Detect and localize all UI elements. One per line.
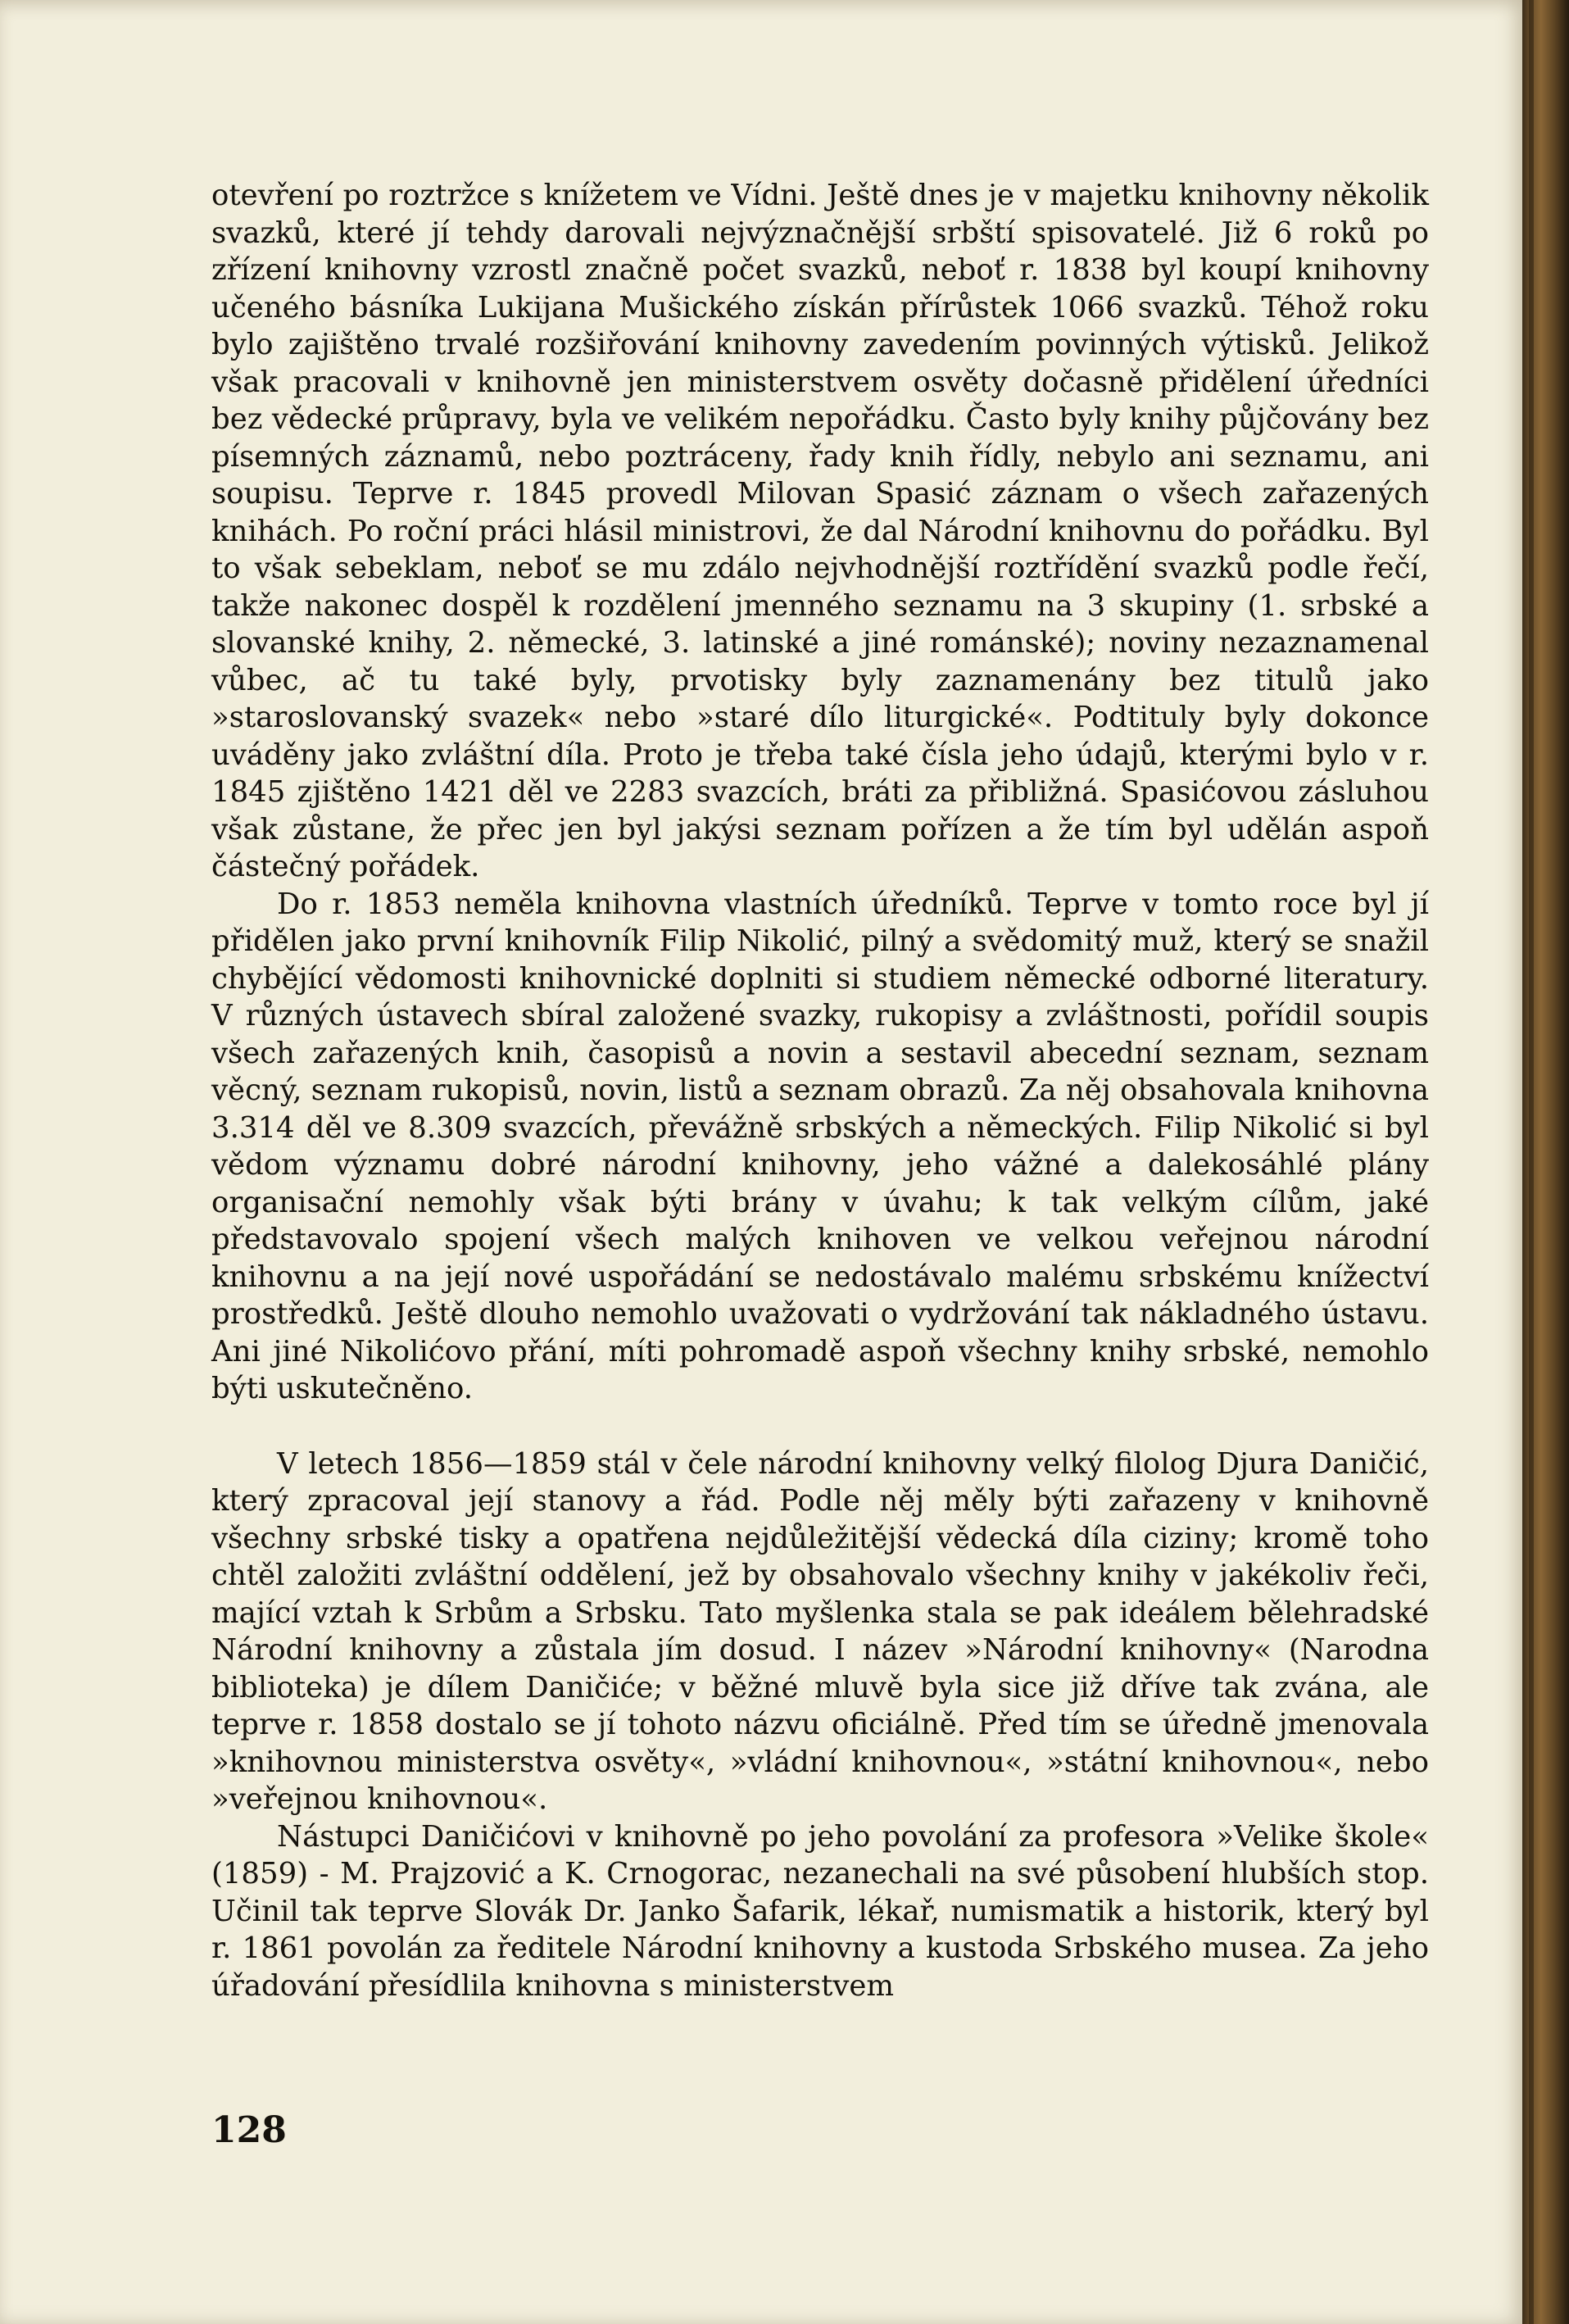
- page-number: 128: [211, 2109, 287, 2151]
- book-edge-shadow: [1529, 0, 1534, 2324]
- paragraph-1: otevření po roztržce s knížetem ve Vídni. Ještě dnes je v majetku knihovny několik svazků, které jí tehdy darovali nejvýznačnější srbští spisovatelé. Již 6 roků po zřízení knihovny vzrostl značně počet svazků, neboť r. 1838 byl koupí knihovny učeného básníka Lukijana Mušického získán přírůstek 1066 svazků. Téhož roku bylo zajištěno trvalé rozšiřování knihovny zavedením povinných výtisků. Jelikož však pracovali v knihovně jen ministerstvem osvěty dočasně přidělení úředníci bez vědecké průpravy, byla ve velikém nepořádku. Často byly knihy půjčovány bez písemných záznamů, nebo poztráceny, řady knih řídly, nebylo ani seznamu, ani soupisu. Teprve r. 1845 provedl Milovan Spasić záznam o všech zařazených knihách. Po roční práci hlásil ministrovi, že dal Národní knihovnu do pořádku. Byl to však sebeklam, neboť se mu zdálo nejvhodnější roztřídění svazků podle řečí, takže nakonec dospěl k rozdělení jmenného seznamu na 3 skupiny (1. srbské a slovanské knihy, 2. německé, 3. latinské a jiné románské); noviny nezaznamenal vůbec, ač tu také byly, prvotisky byly zaznamenány bez titulů jako »staroslovanský svazek« nebo »staré dílo liturgické«. Podtituly byly dokonce uváděny jako zvláštní díla. Proto je třeba také čísla jeho údajů, kterými bylo v r. 1845 zjištěno 1421 děl ve 2283 svazcích, bráti za přibližná. Spasićovou zásluhou však zůstane, že přec jen byl jakýsi seznam pořízen a že tím byl udělán aspoň částečný pořádek.: [211, 179, 1429, 883]
- body-text: [211, 177, 1429, 2004]
- paragraph-3: V letech 1856—1859 stál v čele národní knihovny velký filolog Djura Daničić, který zpracoval její stanovy a řád. Podle něj měly býti zařazeny v knihovně všechny srbské tisky a opatřena nejdůležitější vědecká díla ciziny; kromě toho chtěl založiti zvláštní oddělení, jež by obsahovalo všechny knihy v jakékoliv řeči, mající vztah k Srbům a Srbsku. Tato myšlenka stala se pak ideálem bělehradské Národní knihovny a zůstala jím dosud. I název »Národní knihovny« (Narodna biblioteka) je dílem Daničiće; v běžné mluvě byla sice již dříve tak zvána, ale teprve r. 1858 dostalo se jí tohoto názvu oficiálně. Před tím se úředně jmenovala »knihovnou ministerstva osvěty«, »vládní knihovnou«, »státní knihovnou«, nebo »veřejnou knihovnou«.: [211, 1446, 1429, 1816]
- paragraph-2: Do r. 1853 neměla knihovna vlastních úředníků. Teprve v tomto roce byl jí přidělen jako první knihovník Filip Nikolić, pilný a svědomitý muž, který se snažil chybějící vědomosti knihovnické doplniti si studiem německé odborné literatury. V různých ústavech sbíral založené svazky, rukopisy a zvláštnosti, pořídil soupis všech zařazených knih, časopisů a novin a sestavil abecední seznam, seznam věcný, seznam rukopisů, novin, listů a seznam obrazů. Za něj obsahovala knihovna 3.314 děl ve 8.309 svazcích, převážně srbských a německých. Filip Nikolić si byl vědom významu dobré národní knihovny, jeho vážné a dalekosáhlé plány organisační nemohly však býti brány v úvahu; k tak velkým cílům, jaké představovalo spojení všech malých knihoven ve velkou veřejnou národní knihovnu a na její nové uspořádání se nedostávalo malému srbskému knížectví prostředků. Ještě dlouho nemohlo uvažovati o vydržování tak nákladného ústavu. Ani jiné Nikolićovo přání, míti pohromadě aspoň všechny knihy srbské, nemohlo býti uskutečněno.: [211, 887, 1429, 1405]
- paragraph-4: Nástupci Daničićovi v knihovně po jeho povolání za profesora »Velike škole« (1859) - M. Prajzović a K. Crnogorac, nezanechali na své působení hlubších stop. Učinil tak teprve Slovák Dr. Janko Šafarik, lékař, numismatik a historik, který byl r. 1861 povolán za ředitele Národní knihovny a kustoda Srbského musea. Za jeho úřadování přesídlila knihovna s ministerstvem: [211, 1819, 1429, 2003]
